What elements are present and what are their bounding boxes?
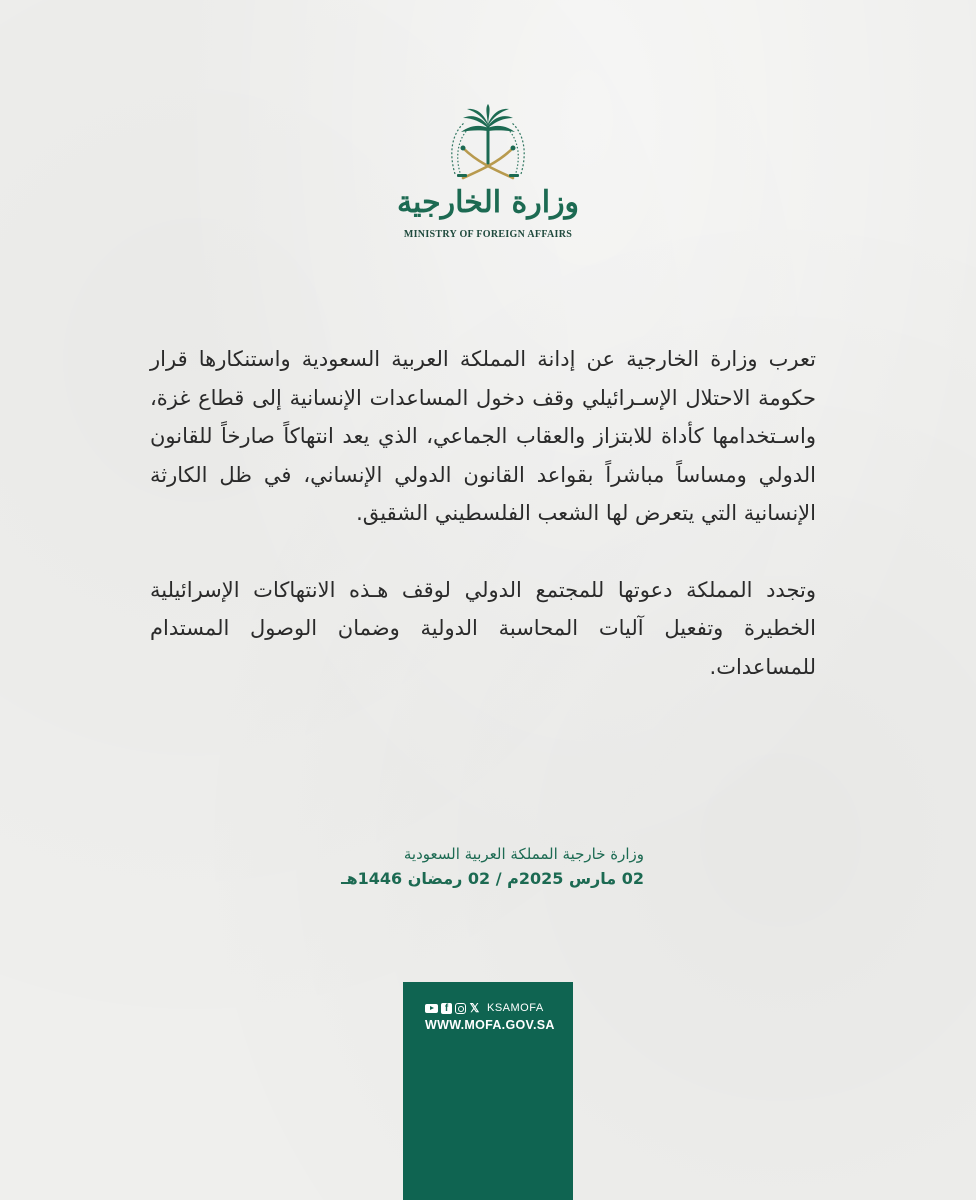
- ministry-logo: [388, 104, 588, 244]
- x-icon[interactable]: 𝕏: [469, 1000, 480, 1015]
- statement-paragraph-1: تعرب وزارة الخارجية عن إدانة المملكة العربية السعودية واستنكارها قرار حكومة الاحتلال الإسـرائيلي وقف دخول المساعدات الإنسانية إلى قطاع غزة، واسـتخدامها كأداة للابتزاز والعقاب الجماعي، الذي يعد انتهاكاً صارخاً للقانون الدولي ومساساً مباشراً بقواعد القانون الدولي الإنساني، في ظل الكارثة الإنسانية التي يتعرض لها الشعب الفلسطيني الشقيق.: [150, 347, 816, 525]
- signature-date: 02 مارس 2025م / 02 رمضان 1446هـ: [341, 869, 644, 888]
- statement-body: [150, 340, 816, 686]
- signature-name: وزارة خارجية المملكة العربية السعودية: [403, 845, 644, 863]
- signature-block: [341, 842, 644, 892]
- footer-panel: [403, 982, 573, 1200]
- youtube-icon[interactable]: [425, 1004, 438, 1013]
- facebook-icon[interactable]: f: [441, 1003, 452, 1014]
- instagram-icon[interactable]: [455, 1003, 466, 1014]
- website-link[interactable]: WWW.MOFA.GOV.SA: [425, 1018, 555, 1032]
- social-handle[interactable]: KSAMOFA: [487, 1002, 544, 1014]
- ministry-name-english: MINISTRY OF FOREIGN AFFAIRS: [403, 229, 573, 240]
- statement-paragraph-2: وتجدد المملكة دعوتها للمجتمع الدولي لوقف هـذه الانتهاكات الإسرائيلية الخطيرة وتفعيل آليات المحاسبة الدولية وضمان الوصول المستدام للمساعدات.: [150, 577, 816, 679]
- ministry-name-arabic: وزارة الخارجية: [396, 185, 580, 220]
- social-links: [425, 1002, 544, 1014]
- saudi-emblem-icon: [443, 104, 533, 194]
